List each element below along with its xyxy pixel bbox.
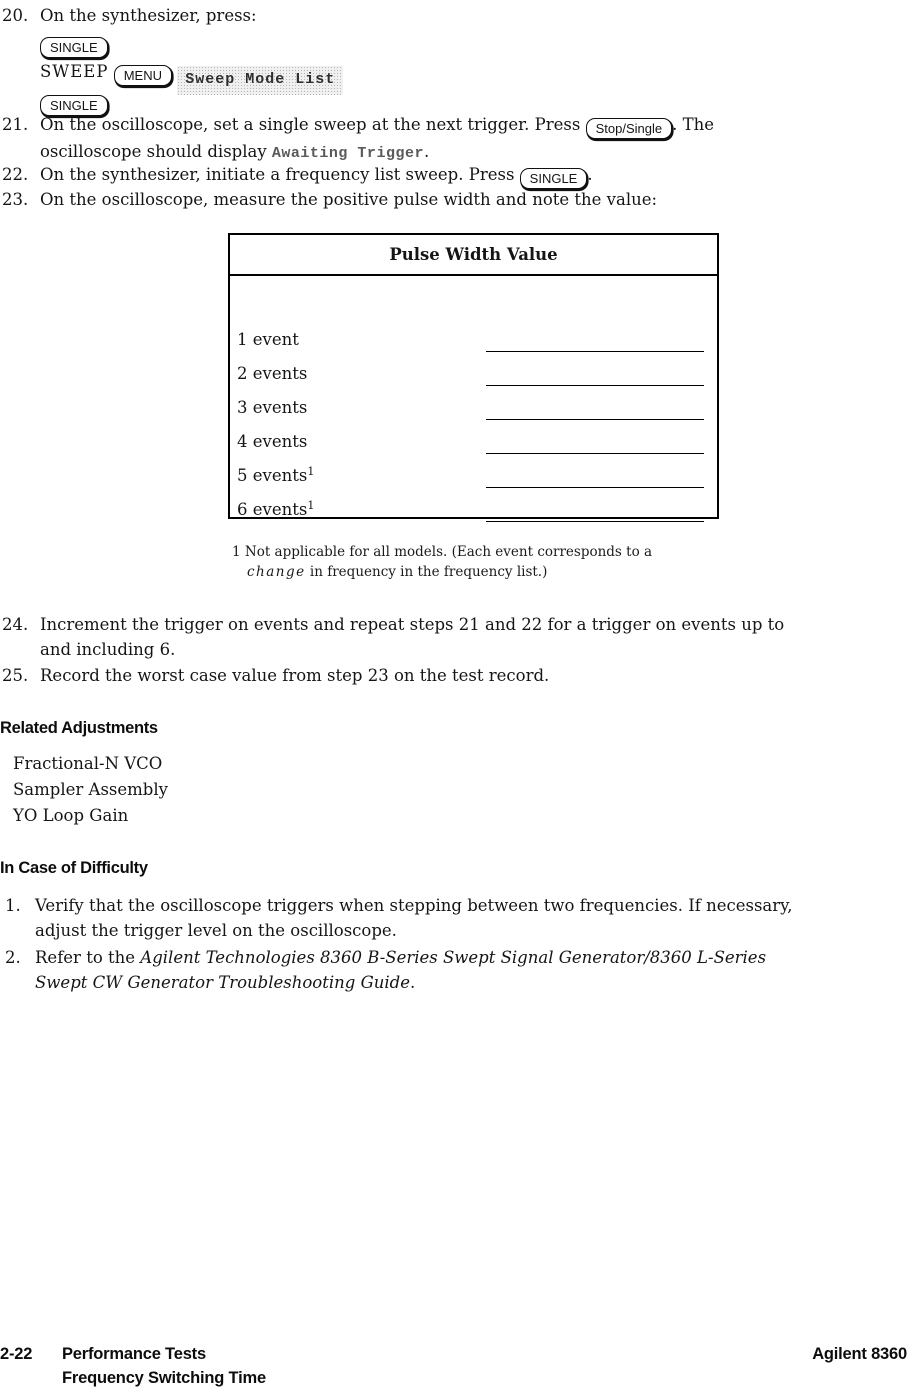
adjustment-item: Sampler Assembly	[13, 780, 168, 799]
table-row	[230, 420, 717, 454]
step-number: 25.	[2, 666, 29, 685]
difficulty-2-period: .	[410, 973, 416, 992]
table-row	[230, 352, 717, 386]
step-24	[0, 612, 905, 662]
sweep-label: SWEEP	[40, 62, 109, 81]
step-22-text-2: .	[587, 165, 593, 184]
document-title-italic-1: Agilent Technologies 8360 B-Series Swept Signal Generator/8360 L-Series	[140, 948, 767, 967]
difficulty-1-line-1: Verify that the oscilloscope triggers when stepping between two frequencies. If necessary,	[35, 896, 793, 915]
step-number: 20.	[2, 6, 29, 25]
difficulty-item-2	[0, 945, 905, 995]
step-20	[0, 3, 905, 113]
related-adjustments-list	[13, 751, 168, 829]
in-case-of-difficulty-heading: In Case of Difficulty	[0, 859, 148, 877]
page-number: 2-22	[0, 1345, 33, 1363]
step-21-text-3: oscilloscope should display	[40, 142, 272, 161]
step-21-text-2: . The	[672, 115, 714, 134]
table-title: Pulse Width Value	[230, 235, 717, 276]
step-24-line-2: and including 6.	[40, 640, 176, 659]
step-23	[0, 187, 905, 212]
row-label: 5 events	[237, 466, 308, 485]
single-keycap: SINGLE	[520, 168, 588, 189]
step-number: 21.	[2, 115, 29, 134]
item-number: 2.	[5, 948, 21, 967]
step-22-text-1: On the synthesizer, initiate a frequency list sweep. Press	[40, 165, 520, 184]
step-25	[0, 663, 905, 688]
step-21-text-1: On the oscilloscope, set a single sweep at the next trigger. Press	[40, 115, 586, 134]
footnote-line-1: 1 Not applicable for all models. (Each event corresponds to a	[232, 544, 653, 560]
single-keycap: SINGLE	[40, 37, 108, 58]
step-25-text: Record the worst case value from step 23 on the test record.	[40, 666, 550, 685]
row-label: 4 events	[237, 432, 308, 451]
document-title-italic-2: Swept CW Generator Troubleshooting Guide	[35, 973, 410, 992]
table-row	[230, 454, 717, 488]
item-number: 1.	[5, 896, 21, 915]
adjustment-item: Fractional-N VCO	[13, 754, 163, 773]
menu-keycap: MENU	[114, 65, 172, 86]
difficulty-1-line-2: adjust the trigger level on the oscilloscope.	[35, 921, 397, 940]
footnote-italic-word: change	[247, 564, 306, 580]
page-footer	[0, 1342, 907, 1390]
footnote-marker: 1	[307, 499, 315, 512]
pulse-width-table	[228, 233, 719, 519]
single-keycap: SINGLE	[40, 95, 108, 116]
fill-in-blank	[486, 351, 704, 352]
related-adjustments-heading: Related Adjustments	[0, 719, 158, 737]
fill-in-blank	[486, 521, 704, 522]
row-label: 3 events	[237, 398, 308, 417]
table-footnote	[232, 542, 652, 582]
step-21-text-4: .	[423, 142, 430, 161]
table-row	[230, 386, 717, 420]
difficulty-2-text: Refer to the	[35, 948, 141, 967]
row-label: 1 event	[237, 330, 299, 349]
fill-in-blank	[486, 385, 704, 386]
footer-section: Performance Tests	[62, 1345, 206, 1363]
footnote-line-2: in frequency in the frequency list.)	[305, 564, 548, 580]
fill-in-blank	[486, 453, 704, 454]
footer-subsection: Frequency Switching Time	[62, 1369, 266, 1387]
footnote-marker: 1	[307, 465, 315, 478]
row-label: 2 events	[237, 364, 308, 383]
difficulty-item-1	[0, 893, 905, 943]
fill-in-blank	[486, 487, 704, 488]
sweep-mode-list-softkey: Sweep Mode List	[177, 66, 343, 95]
stop-single-keycap: Stop/Single	[586, 118, 673, 139]
step-number: 24.	[2, 615, 29, 634]
table-row	[230, 488, 717, 522]
step-20-text: On the synthesizer, press:	[40, 6, 257, 25]
footer-product: Agilent 8360	[812, 1345, 907, 1363]
awaiting-trigger-display-text: Awaiting Trigger	[271, 145, 424, 162]
row-label: 6 events	[237, 500, 308, 519]
step-21	[0, 112, 905, 166]
fill-in-blank	[486, 419, 704, 420]
step-24-line-1: Increment the trigger on events and repeat steps 21 and 22 for a trigger on events up to	[40, 615, 785, 634]
adjustment-item: YO Loop Gain	[13, 806, 129, 825]
step-23-text: On the oscilloscope, measure the positive pulse width and note the value:	[40, 190, 658, 209]
step-number: 23.	[2, 190, 29, 209]
step-number: 22.	[2, 165, 29, 184]
step-22	[0, 162, 905, 189]
table-row	[230, 318, 717, 352]
